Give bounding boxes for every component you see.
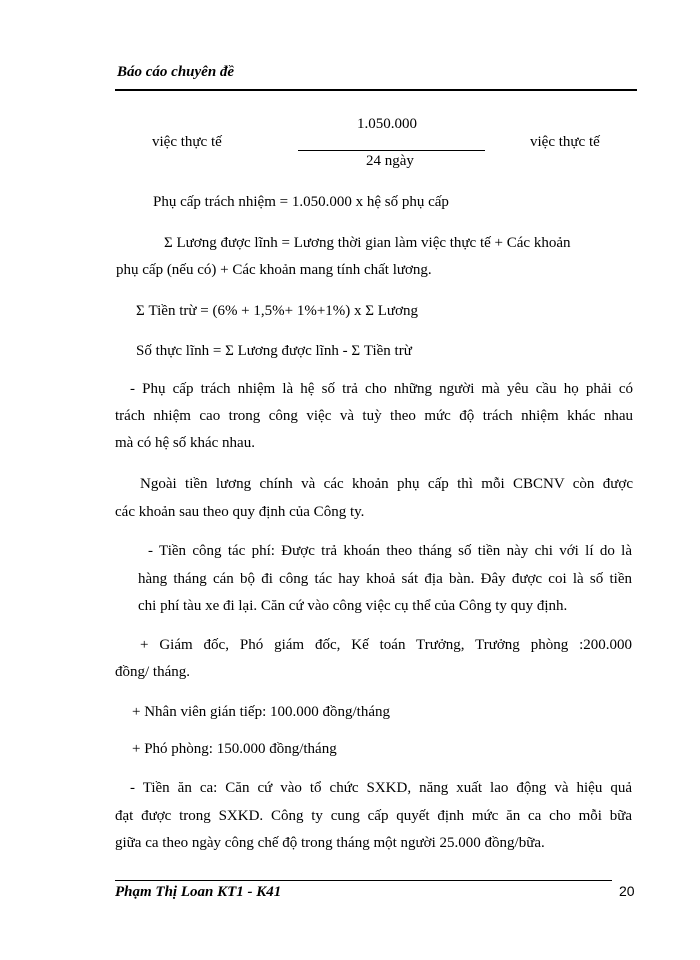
phu-cap-formula: Phụ cấp trách nhiệm = 1.050.000 x hệ số phụ cấp	[153, 194, 449, 210]
formula-left-text: việc thực tế	[152, 134, 222, 150]
para-tien-an-ca-line-1: - Tiền ăn ca: Căn cứ vào tổ chức SXKD, năng xuất lao động và hiệu quả	[130, 780, 632, 796]
para-phu-cap-line-3: mà có hệ số khác nhau.	[115, 435, 255, 451]
so-thuc-linh-formula: Số thực lĩnh = Σ Lương được lĩnh - Σ Tiền trừ	[136, 343, 412, 359]
para-phu-cap-line-1: - Phụ cấp trách nhiệm là hệ số trả cho những người mà yêu cầu họ phải có	[130, 381, 633, 397]
para-giam-doc-line-2: đồng/ tháng.	[115, 664, 190, 680]
para-cong-tac-phi-line-2: hàng tháng cán bộ đi công tác hay khoả sát địa bàn. Đây được coi là số tiền	[138, 571, 632, 587]
para-nhan-vien-gian-tiep: + Nhân viên gián tiếp: 100.000 đồng/tháng	[132, 704, 391, 720]
footer-divider	[115, 880, 612, 881]
para-ngoai-tien-luong-line-1: Ngoài tiền lương chính và các khoản phụ cấp thì mỗi CBCNV còn được	[140, 476, 633, 492]
header-divider	[115, 89, 637, 91]
para-tien-an-ca-line-2: đạt được trong SXKD. Công ty cung cấp quyết định mức ăn ca cho mỗi bữa	[115, 808, 632, 824]
para-pho-phong: + Phó phòng: 150.000 đồng/tháng	[132, 741, 337, 757]
para-tien-an-ca-line-3: giữa ca theo ngày công chế độ trong tháng một người 25.000 đồng/bữa.	[115, 835, 545, 851]
para-cong-tac-phi-line-1: - Tiền công tác phí: Được trả khoán theo tháng số tiền này chi với lí do là	[148, 543, 632, 559]
document-header-title: Báo cáo chuyên đề	[117, 64, 235, 80]
footer-author: Phạm Thị Loan KT1 - K41	[115, 884, 282, 900]
formula-right-text: việc thực tế	[530, 134, 600, 150]
formula-numerator: 1.050.000	[357, 116, 417, 132]
para-ngoai-tien-luong-line-2: các khoản sau theo quy định của Công ty.	[115, 504, 365, 520]
para-phu-cap-line-2: trách nhiệm cao trong công việc và tuỳ theo mức độ trách nhiệm khác nhau	[115, 408, 633, 424]
para-giam-doc-line-1: + Giám đốc, Phó giám đốc, Kế toán Trưởng, Trưởng phòng :200.000	[140, 637, 632, 653]
luong-duoc-linh-line-1: Σ Lương được lĩnh = Lương thời gian làm việc thực tế + Các khoản	[164, 235, 571, 251]
para-cong-tac-phi-line-3: chi phí tàu xe đi lại. Căn cứ vào công việc cụ thể của Công ty quy định.	[138, 598, 568, 614]
tien-tru-formula: Σ Tiền trừ = (6% + 1,5%+ 1%+1%) x Σ Lương	[136, 303, 418, 319]
luong-duoc-linh-line-2: phụ cấp (nếu có) + Các khoản mang tính chất lương.	[116, 262, 432, 278]
page-number: 20	[619, 883, 635, 899]
formula-denominator: 24 ngày	[366, 153, 414, 169]
fraction-bar	[298, 150, 485, 151]
